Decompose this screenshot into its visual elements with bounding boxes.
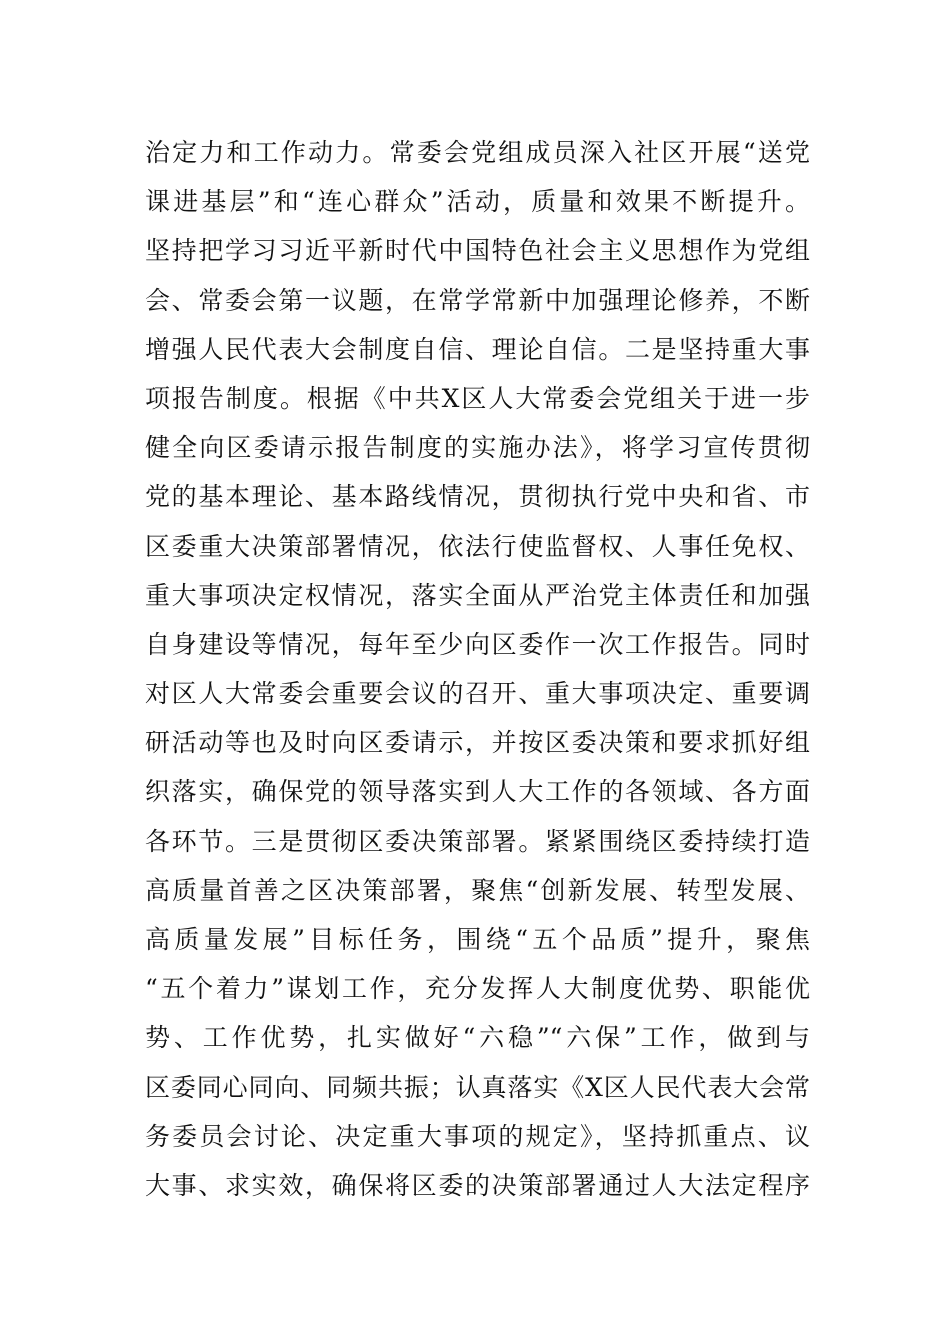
text-line: 势、工作优势，扎实做好“六稳”“六保”工作，做到与	[145, 1023, 810, 1053]
text-line: 坚持把学习习近平新时代中国特色社会主义思想作为党组	[145, 236, 810, 266]
text-line: 课进基层”和“连心群众”活动，质量和效果不断提升。	[145, 187, 810, 217]
text-line: 党的基本理论、基本路线情况，贯彻执行党中央和省、市	[145, 482, 810, 512]
text-line: 研活动等也及时向区委请示，并按区委决策和要求抓好组	[145, 728, 810, 758]
text-line: 自身建设等情况，每年至少向区委作一次工作报告。同时	[145, 629, 810, 659]
text-line: 重大事项决定权情况，落实全面从严治党主体责任和加强	[145, 580, 810, 610]
text-line: 会、常委会第一议题，在常学常新中加强理论修养，不断	[145, 285, 810, 315]
text-line: 高质量首善之区决策部署，聚焦“创新发展、转型发展、	[145, 875, 810, 905]
text-line: “五个着力”谋划工作，充分发挥人大制度优势、职能优	[145, 974, 810, 1004]
text-line: 健全向区委请示报告制度的实施办法》，将学习宣传贯彻	[145, 433, 810, 463]
text-line: 各环节。三是贯彻区委决策部署。紧紧围绕区委持续打造	[145, 826, 810, 856]
text-line: 治定力和工作动力。常委会党组成员深入社区开展“送党	[145, 138, 810, 167]
text-line: 高质量发展”目标任务，围绕“五个品质”提升，聚焦	[145, 925, 810, 954]
text-line: 增强人民代表大会制度自信、理论自信。二是坚持重大事	[145, 334, 810, 364]
body-text	[145, 128, 810, 1210]
text-line: 区委同心同向、同频共振；认真落实《X区人民代表大会常	[145, 1072, 810, 1102]
text-line: 项报告制度。根据《中共X区人大常委会党组关于进一步	[145, 383, 810, 413]
text-line: 大事、求实效，确保将区委的决策部署通过人大法定程序	[145, 1170, 810, 1200]
text-line: 织落实，确保党的领导落实到人大工作的各领域、各方面	[145, 777, 810, 807]
text-line: 区委重大决策部署情况，依法行使监督权、人事任免权、	[145, 531, 810, 561]
text-line: 务委员会讨论、决定重大事项的规定》，坚持抓重点、议	[145, 1121, 810, 1151]
text-line: 对区人大常委会重要会议的召开、重大事项决定、重要调	[145, 679, 810, 709]
